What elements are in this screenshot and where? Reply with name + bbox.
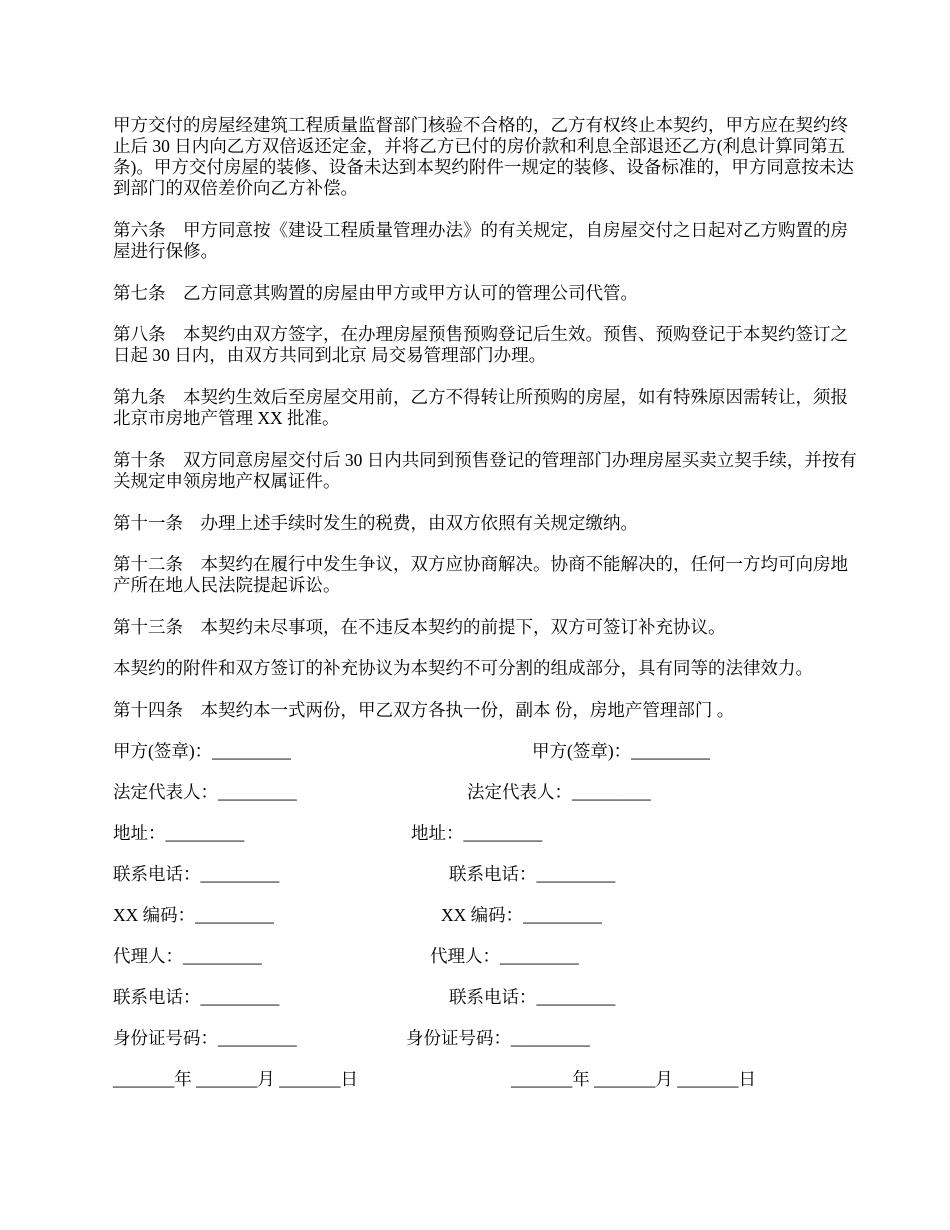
paragraph-article-14: 第十四条 本契约本一式两份，甲乙双方各执一份，副本 份，房地产管理部门 。 — [113, 700, 735, 720]
paragraph-article-6: 第六条 甲方同意按《建设工程质量管理办法》的有关规定，自房屋交付之日起对乙方购置的房屋进行保修。 — [113, 220, 848, 261]
date-right: _______年 _______月 _______日 — [511, 1069, 756, 1089]
date-left: _______年 _______月 _______日 — [113, 1069, 358, 1089]
paragraph-article-9: 第九条 本契约生效后至房屋交用前，乙方不得转让所预购的房屋，如有特殊原因需转让，须报北京市房地产管理 XX 批准。 — [113, 387, 848, 428]
phone-right: 联系电话：_________ — [449, 864, 616, 884]
phone-left: 联系电话：_________ — [113, 864, 280, 884]
agent-right: 代理人：_________ — [430, 946, 579, 966]
agent-phone-right: 联系电话：_________ — [449, 987, 616, 1007]
paragraph-article-10: 第十条 双方同意房屋交付后 30 日内共同到预售登记的管理部门办理房屋买卖立契手续，并按有关规定申领房地产权属证件。 — [113, 450, 857, 491]
paragraph-article-7: 第七条 乙方同意其购置的房屋由甲方或甲方认可的管理公司代管。 — [113, 283, 638, 303]
id-number-right: 身份证号码：_________ — [406, 1028, 590, 1048]
agent-phone-left: 联系电话：_________ — [113, 987, 280, 1007]
address-left: 地址：_________ — [113, 823, 245, 843]
code-right: XX 编码：_________ — [441, 905, 602, 925]
paragraph-article-5-continued: 甲方交付的房屋经建筑工程质量监督部门核验不合格的，乙方有权终止本契约，甲方应在契约终止后 30 日内向乙方双倍返还定金，并将乙方已付的房价款和利息全部退还乙方(利息计算同第五条)。甲方交付房屋的装修、设备未达到本契约附件一规定的装修、设备标准的，甲方同意按未达到部门的双倍差价向乙方补偿。 — [113, 115, 854, 198]
legal-rep-left: 法定代表人：_________ — [113, 782, 297, 802]
address-right: 地址：_________ — [411, 823, 543, 843]
legal-rep-right: 法定代表人：_________ — [467, 782, 651, 802]
paragraph-article-12: 第十二条 本契约在履行中发生争议，双方应协商解决。协商不能解决的，任何一方均可向房地产所在地人民法院提起诉讼。 — [113, 554, 848, 595]
id-number-left: 身份证号码：_________ — [113, 1028, 297, 1048]
paragraph-appendix-clause: 本契约的附件和双方签订的补充协议为本契约不可分割的组成部分，具有同等的法律效力。 — [113, 658, 813, 678]
agent-left: 代理人：_________ — [113, 946, 262, 966]
paragraph-article-13: 第十三条 本契约未尽事项，在不违反本契约的前提下，双方可签订补充协议。 — [113, 617, 726, 637]
paragraph-article-11: 第十一条 办理上述手续时发生的税费，由双方依照有关规定缴纳。 — [113, 513, 638, 533]
party-a-seal-left: 甲方(签章)：_________ — [113, 741, 291, 761]
code-left: XX 编码：_________ — [113, 905, 274, 925]
paragraph-article-8: 第八条 本契约由双方签字，在办理房屋预售预购登记后生效。预售、预购登记于本契约签订之日起 30 日内，由双方共同到北京 局交易管理部门办理。 — [113, 324, 848, 365]
party-a-seal-right: 甲方(签章)：_________ — [532, 741, 710, 761]
